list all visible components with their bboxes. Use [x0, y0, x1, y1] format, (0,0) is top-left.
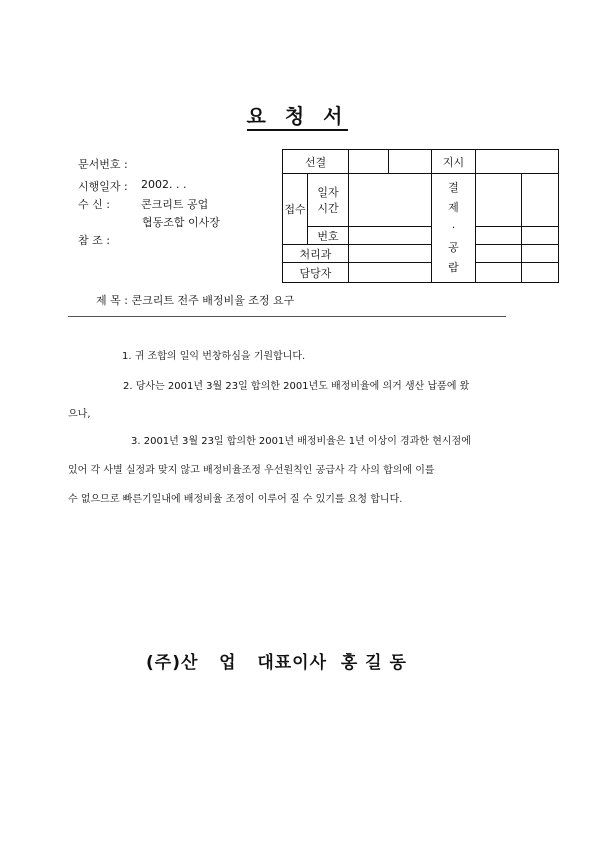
document-title: 요 청 서 [0, 100, 595, 129]
staff-cell [349, 263, 432, 283]
gyeolje-label: 결 제 · 공 람 [432, 174, 476, 283]
seongyeol-cell [349, 150, 389, 174]
paragraph-3-line-2: 있어 각 사별 실정과 맞지 않고 배정비율조정 우선원칙인 공급사 각 사의 합의에 이를 [68, 465, 435, 476]
reference-label: 참 조 : [78, 234, 110, 247]
jeopsu-label: 접수 [283, 174, 308, 245]
approval-cell-1 [476, 174, 522, 227]
jisi-cell [476, 150, 559, 174]
signature-line: (주)산 업 대표이사 홍 길 동 [146, 653, 407, 673]
paragraph-2-line-2: 으나, [68, 409, 91, 420]
staff-label: 담당자 [283, 263, 349, 283]
approval-cell-2 [522, 174, 559, 227]
department-label: 처리과 [283, 245, 349, 263]
divider [68, 316, 506, 317]
recipient-value-2: 협동조합 이사장 [142, 216, 220, 229]
recipient-row [78, 196, 209, 212]
date-time-label: 일자 시간 [308, 174, 349, 227]
doc-number-label: 문서번호 : [78, 158, 128, 171]
subject-line: 제 목 : 콘크리트 전주 배정비율 조정 요구 [96, 294, 295, 307]
doc-number-row [78, 156, 136, 172]
number-cell [349, 227, 432, 245]
date-value: 2002. . . [141, 178, 187, 191]
seongyeol-label: 선결 [283, 150, 349, 174]
paragraph-3-line-3: 수 없으므로 빠른기일내에 배정비율 조정이 이루어 질 수 있기를 요청 합니다. [68, 494, 403, 505]
date-label: 시행일자 : [78, 180, 128, 193]
reference-row [78, 232, 136, 248]
date-time-cell [349, 174, 432, 227]
paragraph-2-line-1: 2. 당사는 2001년 3월 23일 합의한 2001년도 배정비율에 의거 생산 납품에 왔 [123, 381, 470, 392]
jisi-label: 지시 [432, 150, 476, 174]
number-label: 번호 [308, 227, 349, 245]
recipient-value-1: 콘크리트 공업 [141, 198, 209, 211]
approval-table [282, 149, 559, 283]
paragraph-1: 1. 귀 조합의 일익 번창하심을 기원합니다. [122, 351, 306, 362]
recipient-label: 수 신 : [78, 198, 110, 211]
paragraph-3-line-1: 3. 2001년 3월 23일 합의한 2001년 배정비율은 1년 이상이 경과한 현시점에 [131, 436, 471, 447]
department-cell [349, 245, 432, 263]
date-row [78, 178, 187, 194]
